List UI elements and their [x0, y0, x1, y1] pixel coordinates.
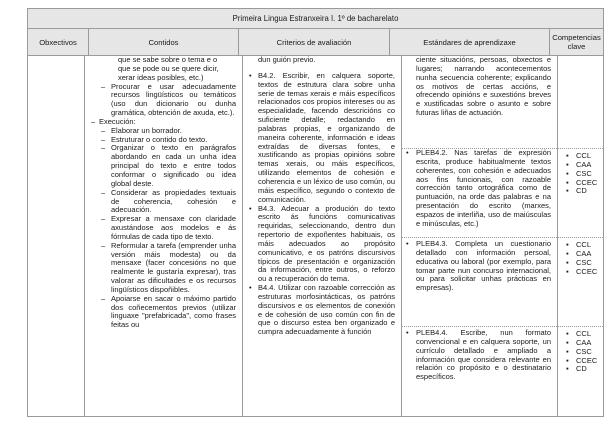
- competencia-code: CAA: [576, 248, 592, 258]
- box-marker: ▪: [566, 329, 569, 338]
- box-marker: ▪: [566, 257, 569, 267]
- header-estandares: Estándares de aprendizaxe: [390, 29, 550, 55]
- header-contidos: Contidos: [89, 29, 239, 55]
- item-text: que se sabe sobre o tema e o que se pode ou se quere dicir, xerar ideas posibles, etc.): [118, 56, 219, 82]
- estandar-pleb43: PLEB4.3. Completa un cuestionario detallado con información persoal, educativa ou laboral (por exemplo, para tomar parte nun concurso internacional, ou para solicitar unhas prácticas en empresas).: [416, 239, 551, 293]
- box-marker: ▪: [566, 355, 569, 365]
- competencia-code: CCL: [576, 151, 592, 160]
- criterio-b43: [249, 205, 395, 285]
- competencias-cell: [558, 56, 603, 416]
- competencia-item: [562, 268, 597, 277]
- list-item: [91, 242, 236, 295]
- execucion-heading: Execución:: [99, 116, 136, 126]
- bullet-marker: •: [249, 203, 252, 213]
- curriculum-table: [27, 8, 604, 417]
- header-obxectivos: Obxectivos: [28, 29, 89, 55]
- item-text: Considerar as propiedades textuais de coherencia, cohesión e adecuación.: [111, 187, 236, 215]
- contidos-cell: [85, 56, 243, 416]
- dash-marker: –: [101, 143, 106, 153]
- competencia-code: CSC: [576, 346, 592, 356]
- competencia-code: CCL: [576, 329, 592, 338]
- box-marker: ▪: [566, 248, 569, 258]
- list-item: [91, 56, 236, 83]
- criterio-b44: [249, 284, 395, 337]
- estandar-block-1: [402, 56, 557, 149]
- competencias-block-3: [558, 238, 603, 327]
- dash-marker: –: [101, 293, 106, 303]
- estandar-continuation: ciente situacións, persoas, obxectos e lugares; narrando acontecementos nunha secuencia coherente; explicando os motivos de certas accións, e ofrecendo opinións e suxestións breves e xustificadas sobre o asunto e sobre futuras liñas de actuación.: [416, 56, 551, 118]
- dash-marker: –: [101, 187, 106, 197]
- competencia-code: CCL: [576, 240, 592, 249]
- header-row: [27, 29, 604, 56]
- box-marker: ▪: [566, 151, 569, 160]
- competencia-code: CD: [576, 364, 587, 374]
- competencia-code: CCEC: [576, 177, 598, 187]
- item-text: B4.2. Escribir, en calquera soporte, textos de estrutura clara sobre unha serie de temas xerais e máis específicos relacionados cos propios intereses ou as especialidade, facendo descricións co suficiente detalle; redactando en palabras propias, e organizando de maneira coherente, información e ideas extraídas de diversas fontes, e xustificando as propias opinións sobre temas xerais, ou máis específicos, utilizando elementos de cohesión e coherencia e un léxico de uso común, ou máis específico, segundo o contexto de comunicación.: [258, 70, 395, 204]
- competencia-code: CCEC: [576, 355, 598, 365]
- header-criterios: Criterios de avaliación: [239, 29, 390, 55]
- dash-marker: –: [101, 81, 106, 91]
- criterio-continuation: dun guión previo.: [258, 56, 316, 64]
- competencia-code: CD: [576, 186, 587, 196]
- list-item: [91, 295, 236, 330]
- bullet-marker: •: [406, 328, 409, 337]
- item-text: Apoiarse en sacar o máximo partido dos coñecementos previos (utilizar linguaxe "prefabricada", como frases feitas ou: [111, 293, 236, 330]
- item-text: Expresar a mensaxe con claridade axustándose aos modelos e ás fórmulas de cada tipo de texto.: [111, 214, 236, 241]
- competencias-block-2: [558, 149, 603, 238]
- box-marker: ▪: [566, 159, 569, 169]
- box-marker: ▪: [566, 266, 569, 276]
- box-marker: ▪: [566, 186, 569, 196]
- criterio-b42: [249, 72, 395, 205]
- item-text: B4.3. Adecuar a produción do texto escrito ás funcións comunicativas requiridas, seleccionando, dentro dun repertorio de expoñentes habituais, os máis adecuados ao propósito comunicativo, e os patróns discursivos típicos de presentación e organización da información, entre outros, o reforzo ou a recuperación do tema.: [258, 203, 395, 284]
- bullet-marker: •: [249, 283, 252, 293]
- dash-marker: –: [101, 240, 106, 250]
- dash-marker: –: [101, 125, 106, 135]
- bullet-marker: •: [406, 148, 409, 157]
- item-text: Reformular a tarefa (emprender unha versión máis modesta) ou da mensaxe (facer concesións no que realmente le gustaría expresar), tras valorar as dificultades e os recursos lingüísticos dispoñibles.: [111, 240, 236, 294]
- criterios-cell: [243, 56, 402, 416]
- dash-marker: –: [101, 214, 106, 224]
- competencia-code: CSC: [576, 168, 592, 178]
- list-item: [91, 215, 236, 242]
- content-row: [27, 56, 604, 417]
- estandar-block-2: [402, 149, 557, 238]
- estandar-block-3: [402, 238, 557, 327]
- item-text: Elaborar un borrador.: [111, 125, 182, 135]
- competencia-item: [562, 187, 597, 196]
- item-text: Procurar e usar adecuadamente recursos lingüísticos ou temáticos (uso dun dicionario ou dunha gramática, obtención de axuda, etc.).: [111, 81, 236, 118]
- item-text: Organizar o texto en parágrafos abordando en cada un unha idea principal do texto e entre todos conformar o significado ou idea global deste.: [111, 143, 236, 188]
- box-marker: ▪: [566, 168, 569, 178]
- box-marker: ▪: [566, 364, 569, 374]
- competencias-block-1: [558, 56, 603, 149]
- estandar-pleb44: PLEB4.4. Escribe, nun formato convencional e en calquera soporte, un currículo detallado e ampliado a información que considera relevante en relación co propósito e o destinatario específicos.: [416, 328, 551, 382]
- bullet-marker: •: [406, 239, 409, 248]
- box-marker: ▪: [566, 240, 569, 249]
- competencia-code: CAA: [576, 337, 592, 347]
- item-text: Estruturar o contido do texto.: [111, 134, 208, 144]
- competencia-code: CAA: [576, 159, 592, 169]
- box-marker: ▪: [566, 337, 569, 347]
- list-item: [91, 83, 236, 118]
- dash-marker: –: [91, 116, 96, 126]
- banner-title: Primeira Lingua Estranxeira I. 1º de bacharelato: [232, 14, 399, 23]
- list-item: [91, 189, 236, 216]
- box-marker: ▪: [566, 346, 569, 356]
- estandares-cell: [402, 56, 558, 416]
- estandar-pleb42: PLEB4.2. Nas tarefas de expresión escrita, produce habitualmente textos coherentes, con cohesión e adecuados aos fins funcionais, con razoable corrección tanto ortográfica como de puntuación, na orde das palabras e na presentación do escrito (marxes, espazos de interliña, uso de maiúsculas e minúsculas, etc.): [416, 148, 551, 228]
- obxectivos-cell: [28, 56, 85, 416]
- table-banner: [27, 8, 604, 29]
- competencia-code: CSC: [576, 257, 592, 267]
- list-item: [91, 144, 236, 188]
- bullet-marker: •: [249, 70, 252, 80]
- competencias-block-4: [558, 327, 603, 415]
- estandar-block-4: [402, 327, 557, 415]
- item-text: B4.4. Utilizar con razoable corrección as estruturas morfosintácticas, os patróns discursivos e os elementos de conexión e de cohesión de uso común con fin de que o discurso estea ben organizado e cumpra adecuadamente à función: [258, 283, 395, 337]
- header-competencias: Competencias clave: [552, 33, 601, 51]
- competencia-code: CCEC: [576, 266, 598, 276]
- box-marker: ▪: [566, 177, 569, 187]
- competencia-item: [562, 365, 597, 374]
- dash-marker: –: [101, 134, 106, 144]
